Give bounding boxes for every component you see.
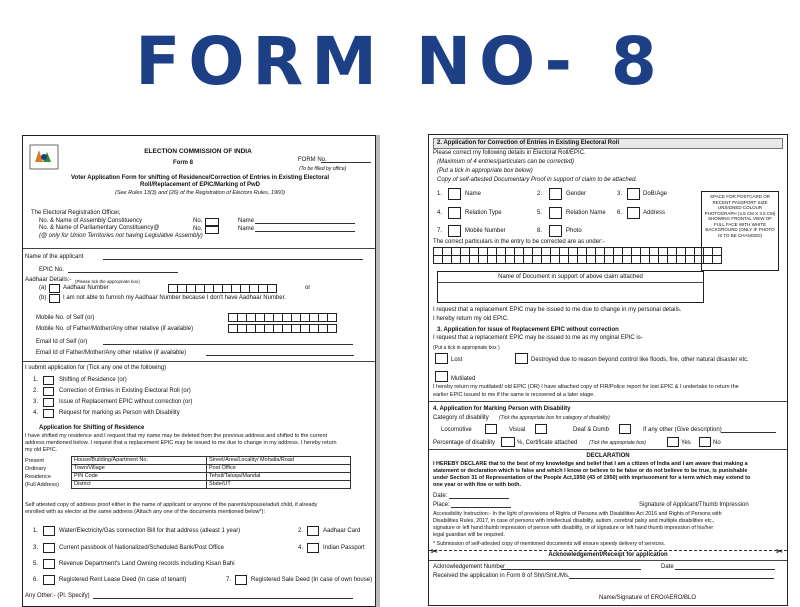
addr-street[interactable]: Street/Area/Locality/ Mohalla/Road xyxy=(207,457,351,465)
ac-name-line[interactable] xyxy=(255,223,355,224)
field-7-checkbox[interactable] xyxy=(448,225,461,237)
pc-no-box[interactable] xyxy=(205,226,219,234)
aadhaar-number-grid[interactable] xyxy=(168,284,276,293)
disability-category-note: (Tick the appropriate box for category of disability) xyxy=(499,415,610,421)
ut-note: (@ only for Union Territories not having Legislative Assembly) xyxy=(39,233,203,239)
scissors-icon-right: ✂ xyxy=(776,547,783,556)
aadhaar-b-checkbox[interactable] xyxy=(49,294,60,303)
submit-intro: I submit application for (Tick any one of the following) xyxy=(25,365,167,371)
yes-label: Yes xyxy=(681,440,691,446)
ack-number-line[interactable] xyxy=(501,569,641,570)
correct-particulars-grid-2[interactable] xyxy=(433,255,721,264)
field-3-label: DoB/Age xyxy=(643,191,668,197)
field-7-label: Mobile Number xyxy=(465,228,506,234)
declaration-line-4: one year or with fine or with both. xyxy=(433,482,522,488)
doc-6-label: Registered Rent Lease Deed (In case of tenant) xyxy=(59,577,187,583)
section4-title: 4. Application for Marking Person with Disability xyxy=(433,406,571,412)
destroyed-label: Destroyed due to reason beyond control like floods, fire, other natural disaster etc. xyxy=(531,357,749,363)
place-line[interactable] xyxy=(451,507,511,508)
field-4-number: 4. xyxy=(437,210,443,216)
scissors-icon: ✂ xyxy=(431,547,438,556)
field-8-number: 8. xyxy=(537,228,543,234)
aadhaar-a-index: (a) xyxy=(39,285,47,291)
field-5-number: 5. xyxy=(537,210,543,216)
doc-1-checkbox[interactable] xyxy=(43,526,55,536)
disability-category-label: Category of disability xyxy=(433,415,489,421)
aadhaar-a-checkbox[interactable] xyxy=(49,284,60,293)
option-1-number: 1. xyxy=(33,377,39,383)
other-disability-line[interactable] xyxy=(721,432,776,433)
email-family-line[interactable] xyxy=(206,355,354,356)
epic-no-line[interactable] xyxy=(68,272,178,273)
section1-text-2: address mentioned below. I request that a replacement EPIC may be issued to me due to change in my address. I hereby return xyxy=(25,440,337,446)
field-2-number: 2. xyxy=(537,191,543,197)
ac-no-label: No. xyxy=(193,218,203,224)
ack-title: Acknowledgement/Receipt for application xyxy=(548,552,668,558)
option-2-number: 2. xyxy=(33,388,39,394)
doc-6-checkbox[interactable] xyxy=(43,575,55,585)
field-2-label: Gender xyxy=(566,191,587,197)
form-page-1 xyxy=(22,135,376,607)
doc-3-checkbox[interactable] xyxy=(43,543,55,553)
banner-title: FORM NO- 8 xyxy=(135,23,665,100)
pc-no-label: No. xyxy=(193,226,203,232)
date-label: Date: xyxy=(433,493,448,499)
field-6-checkbox[interactable] xyxy=(627,207,640,219)
email-self-line[interactable] xyxy=(103,344,353,345)
section1-title: Application for Shifting of Residence xyxy=(39,425,145,431)
accessibility-line-1: Accessibility Instruction:- In the light of provisions of Rights of Persons with Disabilities Act 2016 and Rights of Persons with xyxy=(433,511,722,517)
doc-4-label: Indian Passport xyxy=(323,545,365,551)
doc-6-number: 6. xyxy=(33,577,39,583)
aadhaar-or: or xyxy=(305,285,311,291)
declaration-title: DECLARATION xyxy=(586,453,630,459)
doc-7-number: 7. xyxy=(226,577,232,583)
aadhaar-b-label: I am not able to furnish my Aadhaar Number because I don't have Aadhaar Number. xyxy=(63,295,286,301)
certificate-note: (Tick the appropriate box) xyxy=(589,440,646,446)
accessibility-line-3: signature or left hand thumb impression of person with disability, or of signature or left hand thumb impression of his/her xyxy=(433,525,714,531)
doc-5-label: Revenue Department's Land Owning records including Kisan Bahi xyxy=(59,561,235,567)
section3-tick-note: (Put a tick in appropriate box ) xyxy=(433,345,500,351)
mobile-family-grid[interactable] xyxy=(228,324,336,333)
option-4-number: 4. xyxy=(33,410,39,416)
field-5-label: Relation Name xyxy=(566,210,606,216)
doc-3-number: 3. xyxy=(33,545,39,551)
mutilated-label: Mutilated xyxy=(451,376,476,382)
section3-title: 3. Application for issue of Replacement EPIC without correction xyxy=(433,325,783,336)
doc-7-label: Registered Sale Deed (In case of own house) xyxy=(251,577,373,583)
doc-3-label: Current passbook of Nationalized/Scheduled Bank/Post Office xyxy=(59,545,224,551)
section3-intro: I request that a replacement EPIC may be issued to me as my original EPIC is- xyxy=(433,335,643,341)
mutilated-checkbox[interactable] xyxy=(435,371,448,382)
yes-checkbox[interactable] xyxy=(667,437,679,447)
option-1-checkbox[interactable] xyxy=(43,376,54,385)
field-7-number: 7. xyxy=(437,228,443,234)
field-6-number: 6. xyxy=(617,210,623,216)
return-text-2: earlier EPIC issued to me if the same is recovered at a later stage. xyxy=(433,392,595,398)
field-5-checkbox[interactable] xyxy=(549,207,562,219)
aadhaar-tick-note: (Please tick the appropriate box) xyxy=(75,279,140,284)
place-label: Place: xyxy=(433,502,450,508)
pc-name-line[interactable] xyxy=(255,231,355,232)
ack-date-label: Date xyxy=(661,564,674,570)
deaf-dumb-checkbox[interactable] xyxy=(619,424,631,434)
field-3-checkbox[interactable] xyxy=(627,188,640,200)
doc-4-number: 4. xyxy=(298,545,304,551)
visual-label: Visual xyxy=(509,427,526,433)
received-name-line[interactable] xyxy=(569,578,774,579)
addr-side-3: Residence xyxy=(25,474,51,480)
option-4-checkbox[interactable] xyxy=(43,409,54,418)
doc-4-checkbox[interactable] xyxy=(307,543,319,553)
option-1-label: Shifting of Residence (or) xyxy=(59,377,127,383)
addr-district[interactable]: District xyxy=(72,481,207,489)
addr-pin[interactable]: PIN Code xyxy=(72,473,207,481)
no-checkbox[interactable] xyxy=(699,437,711,447)
photo-box[interactable]: SPACE FOR POSTCARD OR RECENT PASSPORT SIZE UNSIGNED COLOUR PHOTOGRAPH (4.5 CM X 3.5 CM) SHOWING FRONTAL VIEW OF FULL FACE WITH WHITE BACKGROUND (ONLY IF PHOTO IS TO BE CHANGED) xyxy=(701,191,779,271)
percentage-label: Percentage of disability xyxy=(433,440,496,446)
declaration-line-1: I HEREBY DECLARE that to the best of my knowledge and belief that I am a citizen of India and I am aware that making a xyxy=(433,461,748,467)
replacement-request: I request that a replacement EPIC may be issued to me due to change in my personal details. xyxy=(433,307,682,313)
proof-text-2: enrolled with as elector at the same address (Attach any one of the documents mentioned below*): xyxy=(25,509,265,515)
mobile-self-grid[interactable] xyxy=(228,313,336,322)
ac-label: No. & Name of Assembly Constituency xyxy=(39,218,143,224)
field-1-label: Name xyxy=(465,191,482,197)
return-old-epic: I hereby return my old EPIC. xyxy=(433,316,509,322)
form-page-2 xyxy=(428,134,788,606)
submission-note: * Submission of self-attested copy of mentioned documents will ensure speedy delivery of services. xyxy=(433,541,666,547)
office-use-note: (To be filled by office) xyxy=(299,166,347,172)
certificate-label: %, Certificate attached xyxy=(517,440,578,446)
eci-logo-icon xyxy=(29,144,59,170)
addressee: The Electoral Registration Officer, xyxy=(31,210,121,216)
applicant-name-line[interactable] xyxy=(103,259,363,260)
section2-title: 2. Application for Correction of Entries in Existing Electoral Roll xyxy=(433,138,783,149)
field-8-checkbox[interactable] xyxy=(549,225,562,237)
addr-state[interactable]: State/UT xyxy=(207,481,351,489)
doc-2-checkbox[interactable] xyxy=(307,526,319,536)
document-support-box[interactable] xyxy=(437,271,704,303)
field-8-label: Photo xyxy=(566,228,582,234)
addr-town[interactable]: Town/Village xyxy=(72,465,207,473)
section1-text-1: I have shifted my residence and I request that my name may be deleted from the previous address and shifted to the current xyxy=(25,433,328,439)
form-title-line2: Roll/Replacement of EPIC/Marking of PwD xyxy=(139,182,261,188)
section2-max-note: (Maximum of 4 entries/particulars can be corrected) xyxy=(437,159,575,165)
mobile-family-label: Mobile No. of Father/Mother/Any other relative (if available) xyxy=(36,326,194,332)
ack-number-label: Acknowledgement Number xyxy=(433,564,506,570)
date-line[interactable] xyxy=(449,498,509,499)
doc-1-number: 1. xyxy=(33,528,39,534)
destroyed-checkbox[interactable] xyxy=(515,353,528,364)
addr-post-office[interactable]: Post Office xyxy=(207,465,351,473)
proof-text-1: Self attested copy of address proof either in the name of applicant or anyone of the parents/spouse/adult child, if already xyxy=(25,502,318,508)
declaration-line-2: statement or declaration which is false and which I know or believe to be false or do not believe to be true, is punishable xyxy=(433,468,748,474)
section2-copy-note: Copy of self-attested Documentary Proof in support of claim to be attached. xyxy=(437,177,638,183)
doc-2-label: Aadhaar Card xyxy=(323,528,361,534)
pc-label: No. & Name of Parliamentary Constituency@ xyxy=(39,225,160,231)
aadhaar-b-index: (b) xyxy=(39,295,47,301)
doc-2-number: 2. xyxy=(298,528,304,534)
section1-text-3: my old EPIC. xyxy=(25,447,58,453)
any-other-line[interactable] xyxy=(93,598,353,599)
doc-5-number: 5. xyxy=(33,561,39,567)
addr-house[interactable]: House/Building/Apartment No. xyxy=(72,457,207,465)
percentage-box[interactable] xyxy=(501,437,515,447)
banner xyxy=(0,0,800,118)
section2-intro: Please correct my following details in Electoral Roll/EPIC. xyxy=(433,150,586,156)
declaration-line-3: under Section 31 of Representation of the People Act,1950 (43 of 1950) with imprisonment for a term which may extend to xyxy=(433,475,751,481)
ack-date-line[interactable] xyxy=(675,569,775,570)
officer-signature-label: Name/Signature of ERO/AERO/BLO xyxy=(599,595,697,601)
lost-checkbox[interactable] xyxy=(435,353,448,364)
field-4-checkbox[interactable] xyxy=(448,207,461,219)
return-text-1: I hereby return my mutilated/ old EPIC (OR) I have attached copy of FIR/Police report for lost EPIC & I undertake to return the xyxy=(433,384,739,390)
mobile-self-label: Mobile No. of Self (or) xyxy=(36,315,95,321)
addr-side-1: Present xyxy=(25,458,44,464)
email-self-label: Email Id of Self (or) xyxy=(36,339,88,345)
visual-checkbox[interactable] xyxy=(535,424,547,434)
pc-name-label: Name xyxy=(238,226,255,232)
aadhaar-details-label: Aadhaar Details:- xyxy=(25,277,72,283)
form-label: Form 8 xyxy=(173,160,194,166)
field-3-number: 3. xyxy=(617,191,623,197)
option-4-label: Request for marking as Person with Disability xyxy=(59,410,180,416)
doc-1-label: Water/Electricity/Gas connection Bill for that address (atleast 1 year) xyxy=(59,528,241,534)
received-label: Received the application in Form 8 of Shri/Smt./Ms. xyxy=(433,573,570,579)
email-family-label: Email Id of Father/Mother/Any other relative (if available) xyxy=(36,350,187,356)
rules-note: (See Rules 13(3) and (26) of the Registration of Electors Rules, 1960) xyxy=(115,190,285,196)
any-other-label: Any Other:- (Pl. Specify) xyxy=(25,593,90,599)
field-1-number: 1. xyxy=(437,191,443,197)
field-4-label: Relation Type xyxy=(465,210,502,216)
field-2-checkbox[interactable] xyxy=(549,188,562,200)
doc-7-checkbox[interactable] xyxy=(235,575,247,585)
no-label: No xyxy=(713,440,721,446)
option-3-label: Issue of Replacement EPIC without correction (or) xyxy=(59,399,193,405)
form-title-line1: Voter Application Form for shifting of Residence/Correction of Entries in Existing Electoral xyxy=(70,175,330,181)
option-3-checkbox[interactable] xyxy=(43,398,54,407)
correct-particulars-label: The correct particulars in the entry to be corrected are as under:- xyxy=(433,239,605,245)
accessibility-line-2: Disabilities Rules, 2017, in case of persons with intellectual disability, autism, cerebral palsy and multiple disabilities etc., xyxy=(433,518,715,524)
option-2-checkbox[interactable] xyxy=(43,387,54,396)
epic-no-label: EPIC No. xyxy=(39,267,65,273)
accessibility-line-4: legal guardian will be required. xyxy=(433,532,505,538)
locomotive-label: Locomotive xyxy=(441,427,472,433)
field-1-checkbox[interactable] xyxy=(448,188,461,200)
signature-label: Signature of Applicant/Thumb Impression xyxy=(639,502,749,508)
addr-side-4: (Full Address) xyxy=(25,482,59,488)
org-title: ELECTION COMMISSION OF INDIA xyxy=(144,148,252,155)
ac-name-label: Name xyxy=(238,218,255,224)
aadhaar-a-label: Aadhaar Number xyxy=(63,285,109,291)
locomotive-checkbox[interactable] xyxy=(485,424,497,434)
option-2-label: Correction of Entries in Existing Electoral Roll (or) xyxy=(59,388,191,394)
address-table xyxy=(71,456,351,489)
lost-label: Lost xyxy=(451,357,463,363)
document-support-label: Name of Document in support of above claim attached xyxy=(498,274,643,280)
addr-side-2: Ordinary xyxy=(25,466,47,472)
applicant-name-label: Name of the applicant xyxy=(25,254,84,260)
doc-5-checkbox[interactable] xyxy=(43,559,55,569)
option-3-number: 3. xyxy=(33,399,39,405)
section2-tick-note: (Put a tick in appropriate box below) xyxy=(437,168,533,174)
addr-tehsil[interactable]: Tehsil/Taluqa/Mandal xyxy=(207,473,351,481)
form-no-label: FORM No. xyxy=(298,157,327,163)
deaf-dumb-label: Deaf & Dumb xyxy=(573,427,610,433)
ac-no-box[interactable] xyxy=(205,218,219,226)
form-no-line[interactable] xyxy=(321,162,371,163)
other-disability-label: If any other (Give description) xyxy=(643,427,722,433)
field-6-label: Address xyxy=(643,210,666,216)
